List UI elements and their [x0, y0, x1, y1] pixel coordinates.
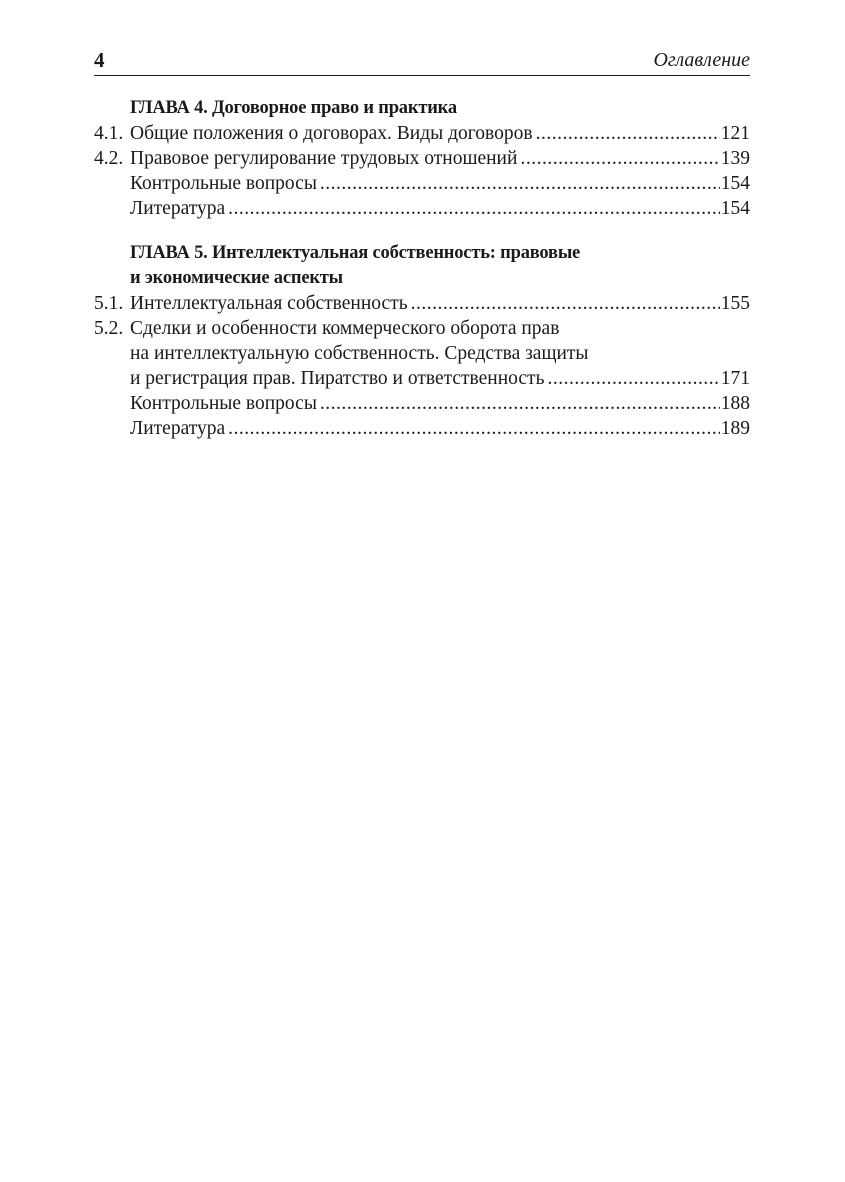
entry-page-number: 154 — [720, 198, 750, 219]
toc-entry-4-2[interactable] — [94, 146, 750, 171]
toc-page — [94, 44, 750, 441]
toc-entry-5-literature[interactable] — [94, 416, 750, 441]
entry-page-number: 188 — [720, 393, 750, 414]
entry-title: Контрольные вопросы — [130, 393, 317, 414]
entry-title-continued: и регистрация прав. Пиратство и ответственность — [130, 368, 545, 389]
dot-leader — [228, 196, 720, 221]
entry-title-continued: на интеллектуальную собственность. Средства защиты — [130, 343, 589, 364]
running-title: Оглавление — [653, 49, 750, 71]
toc-entry-4-literature[interactable] — [94, 196, 750, 221]
toc-entry-4-1[interactable] — [94, 121, 750, 146]
dot-leader — [228, 416, 720, 441]
entry-title: Литература — [130, 418, 226, 439]
entry-page-number: 155 — [720, 293, 750, 314]
entry-title: Литература — [130, 198, 226, 219]
dot-leader — [547, 366, 719, 391]
entry-title: Контрольные вопросы — [130, 173, 317, 194]
dot-leader — [320, 171, 720, 196]
chapter-title-line: ГЛАВА 4. Договорное право и практика — [130, 98, 457, 118]
entry-page-number: 171 — [720, 368, 750, 389]
toc-chapter-5 — [94, 241, 750, 441]
chapter-title[interactable] — [94, 96, 750, 121]
chapter-title[interactable] — [94, 241, 750, 291]
entry-page-number: 189 — [720, 418, 750, 439]
entry-page-number: 139 — [720, 148, 750, 169]
toc-entry-5-2[interactable] — [94, 316, 750, 391]
toc-entry-4-questions[interactable] — [94, 171, 750, 196]
dot-leader — [320, 391, 720, 416]
entry-number: 4.1. — [94, 123, 124, 144]
chapter-title-line: ГЛАВА 5. Интеллектуальная собственность: правовые — [130, 243, 581, 263]
entry-title: Интеллектуальная собственность — [130, 293, 408, 314]
chapter-title-line: и экономические аспекты — [130, 268, 343, 288]
toc-chapter-4 — [94, 96, 750, 221]
entry-number: 5.1. — [94, 293, 124, 314]
toc-entry-5-1[interactable] — [94, 291, 750, 316]
entry-page-number: 154 — [720, 173, 750, 194]
dot-leader — [536, 121, 720, 146]
dot-leader — [411, 291, 720, 316]
toc-entry-5-questions[interactable] — [94, 391, 750, 416]
entry-number: 4.2. — [94, 148, 124, 169]
entry-title: Сделки и особенности коммерческого оборота прав — [130, 318, 560, 339]
dot-leader — [520, 146, 719, 171]
entry-number: 5.2. — [94, 318, 124, 339]
entry-title: Правовое регулирование трудовых отношений — [130, 148, 518, 169]
entry-title: Общие положения о договорах. Виды договоров — [130, 123, 533, 144]
page-number: 4 — [94, 48, 105, 72]
entry-page-number: 121 — [720, 123, 750, 144]
page-header — [94, 44, 750, 76]
